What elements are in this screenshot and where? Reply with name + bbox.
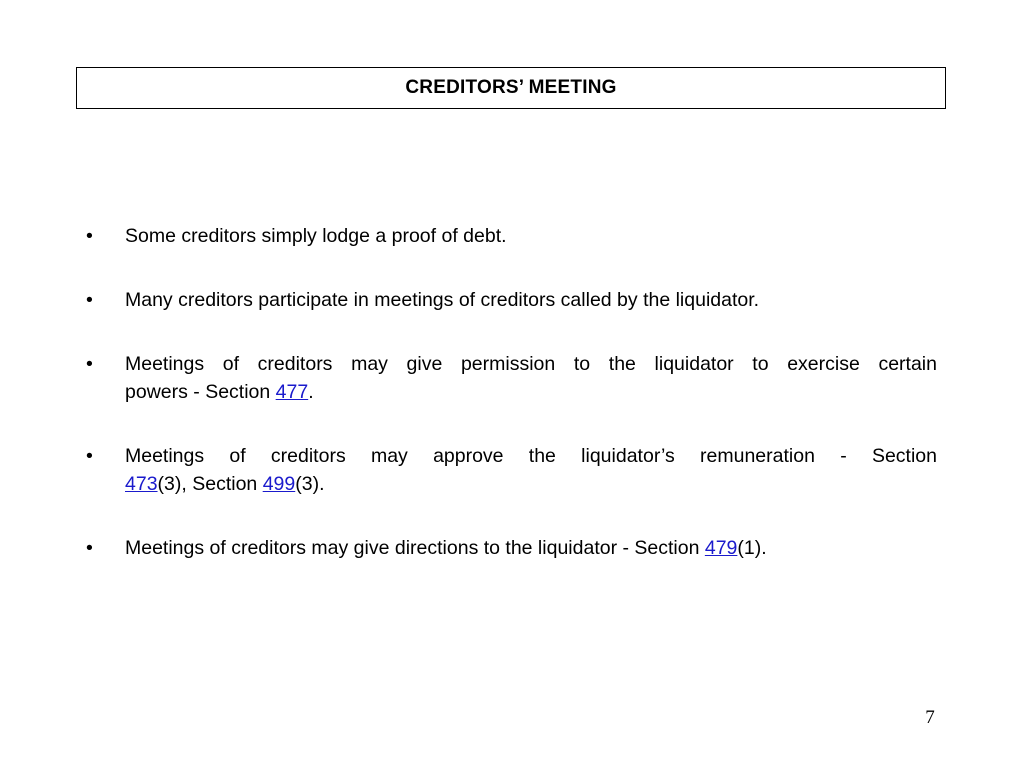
bullet-item-1 (84, 222, 937, 250)
bullet-item-3 (84, 350, 937, 406)
bullet-item-4 (84, 442, 937, 498)
bullet-marker: • (86, 445, 93, 467)
bullet-text-4-post: (3). (295, 473, 325, 495)
bullet-item-5 (84, 534, 937, 562)
title-box (76, 67, 946, 109)
slide-title: CREDITORS’ MEETING (405, 77, 617, 98)
bullet-marker: • (86, 289, 93, 311)
bullet-text-5-post: (1). (737, 537, 767, 559)
section-499-link[interactable]: 499 (262, 473, 296, 495)
bullet-text-3-pre: powers - Section (125, 381, 276, 403)
section-477-link[interactable]: 477 (275, 381, 309, 403)
bullet-text-4-line1: Meetings of creditors may approve the liquidator’s remuneration - Section (125, 445, 937, 467)
bullet-marker: • (86, 353, 93, 375)
bullet-item-2 (84, 286, 937, 314)
bullet-text-3-line1: Meetings of creditors may give permission to the liquidator to exercise certain (125, 353, 937, 375)
bullet-marker: • (86, 537, 93, 559)
bullet-list (84, 222, 937, 562)
bullet-text-3-line2 (125, 378, 937, 406)
bullet-marker: • (86, 225, 93, 247)
section-473-link[interactable]: 473 (125, 473, 158, 495)
bullet-text-4-mid: (3), Section (157, 473, 263, 495)
page-number: 7 (925, 707, 935, 728)
bullet-text-4-line2 (125, 470, 937, 498)
bullet-text-3-post: . (308, 381, 314, 403)
bullet-text-1: Some creditors simply lodge a proof of debt. (125, 225, 507, 247)
bullet-text-5-pre: Meetings of creditors may give directions to the liquidator - Section (125, 537, 705, 559)
section-479-link[interactable]: 479 (704, 537, 738, 559)
bullet-text-2: Many creditors participate in meetings of creditors called by the liquidator. (125, 289, 760, 311)
